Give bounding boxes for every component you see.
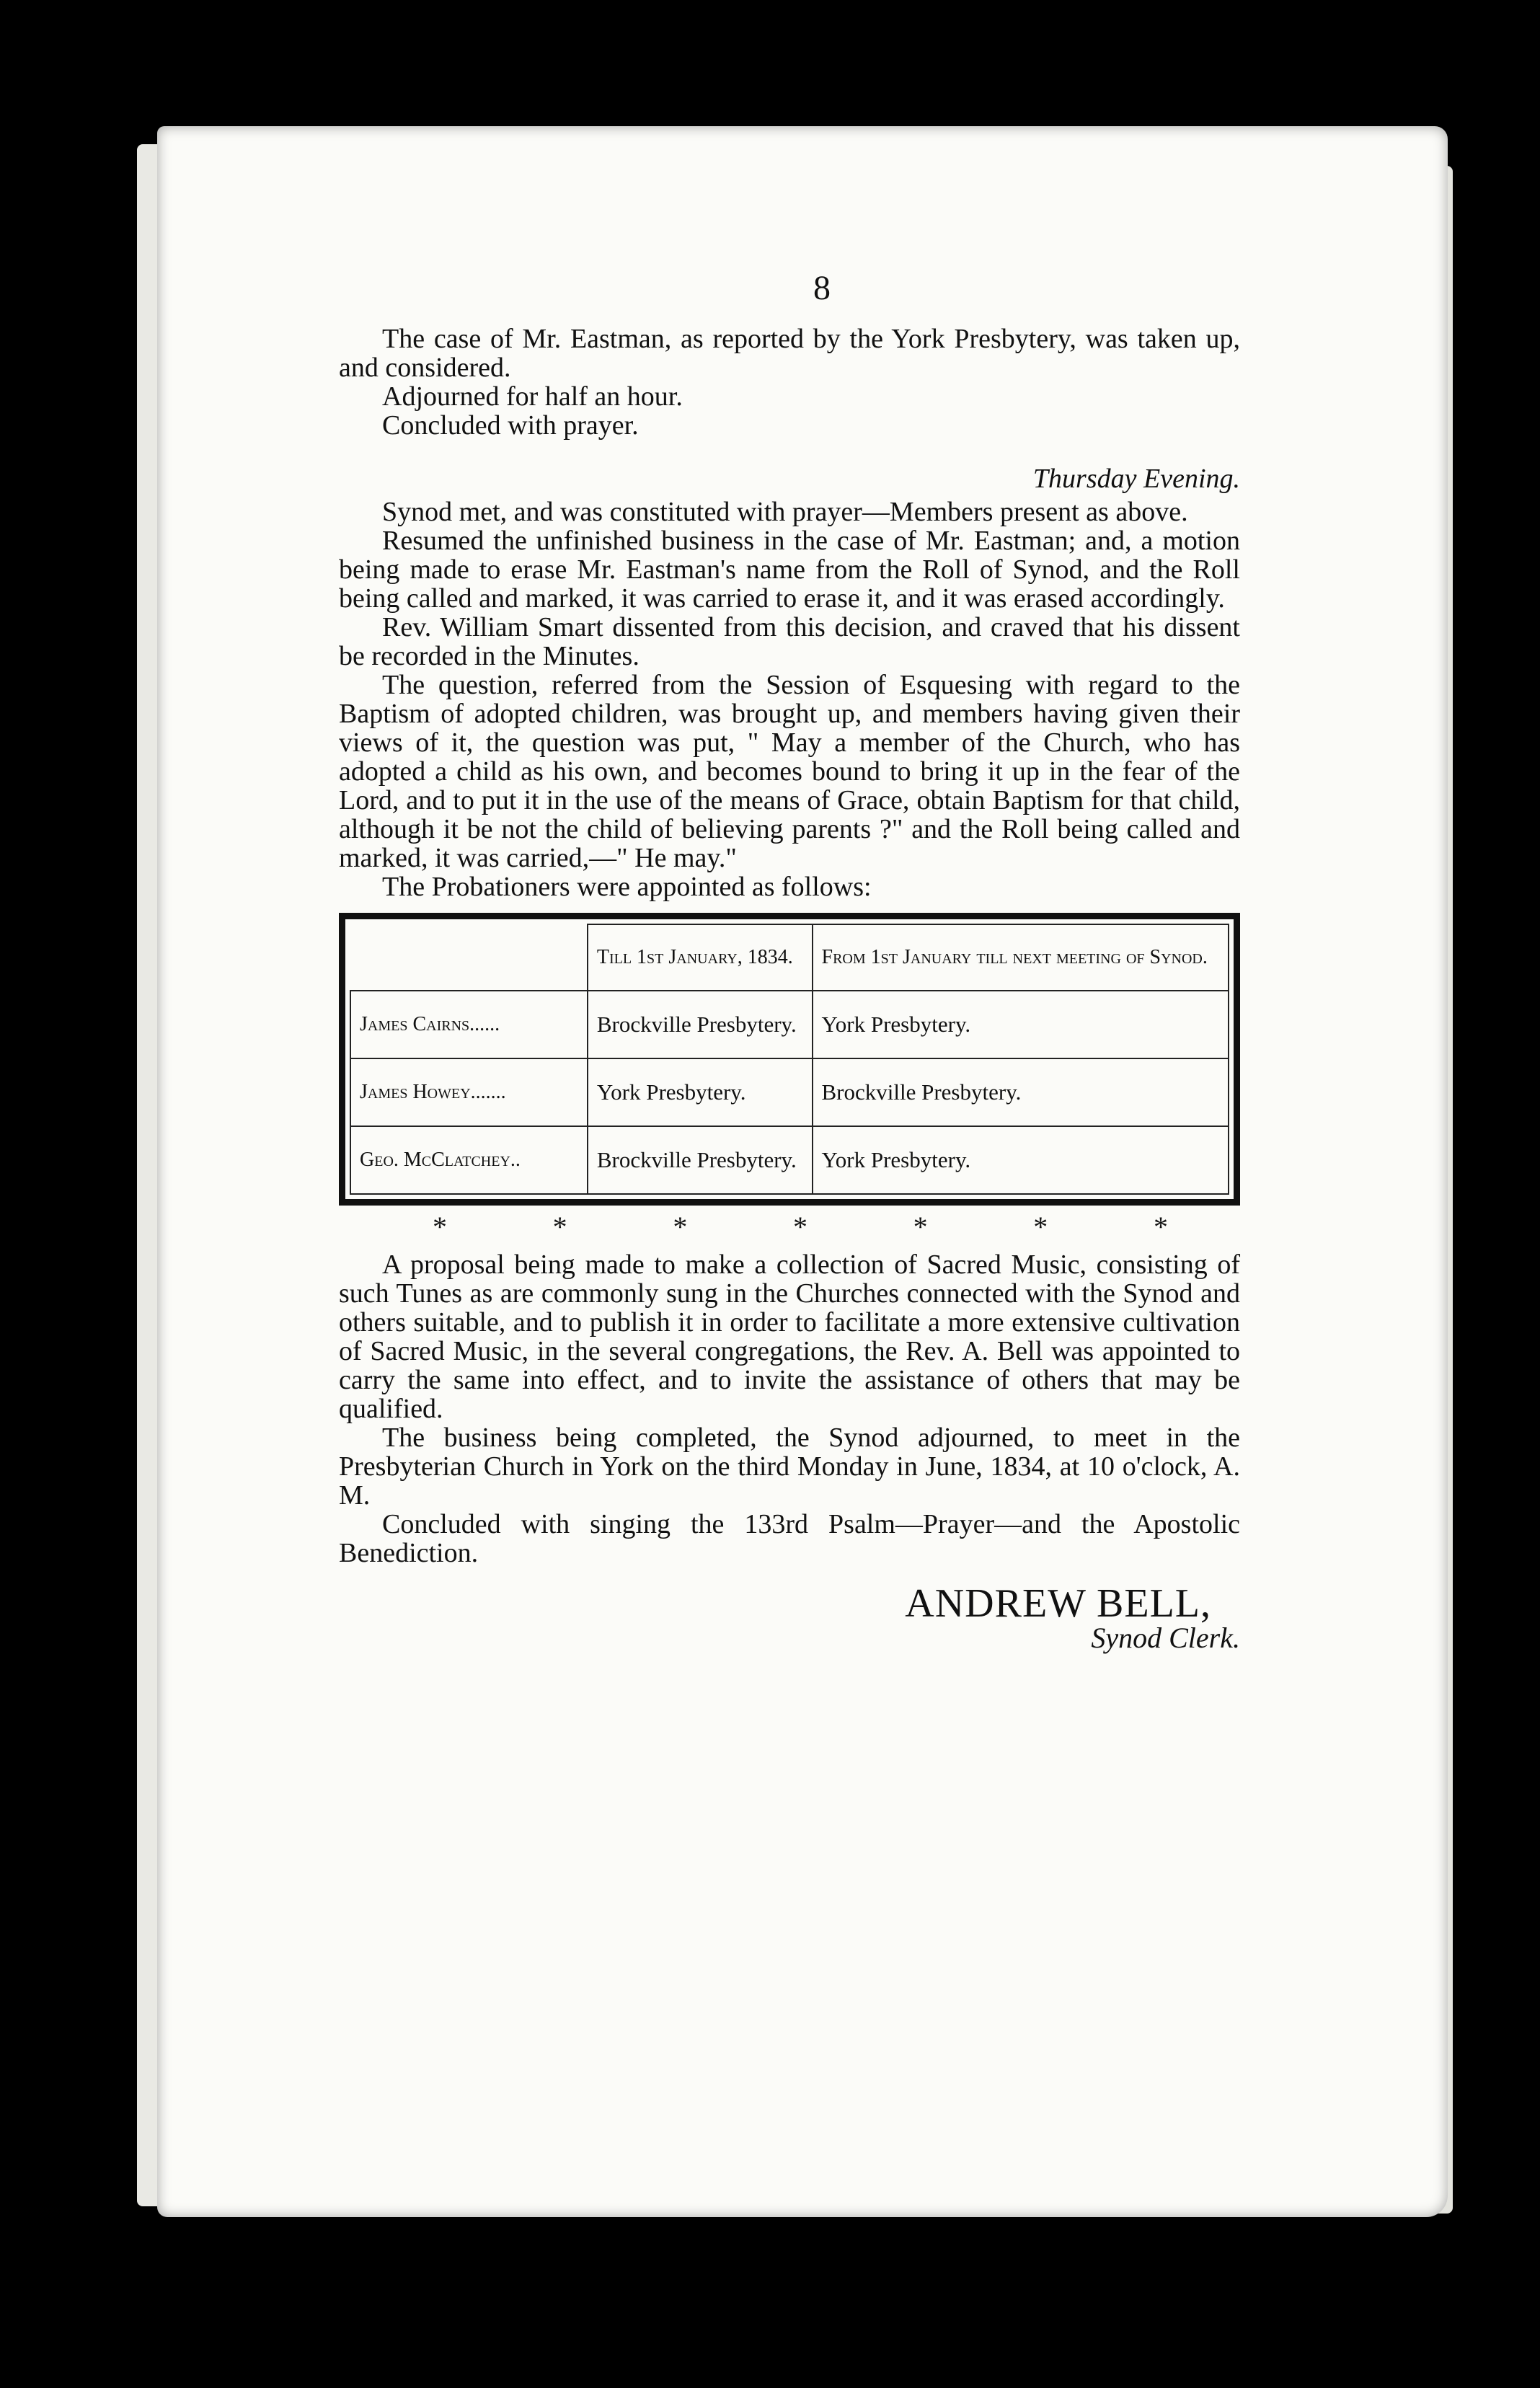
- paragraph: Resumed the unfinished business in the case of Mr. Eastman; and, a motion being made to erase Mr. Eastman's name from the Roll of Synod, and the Roll being called and marked, it was carried to erase it, and it was erased accordingly.: [339, 526, 1240, 614]
- paragraph: Adjourned for half an hour.: [382, 381, 683, 412]
- table-header-row: [350, 924, 1229, 991]
- paragraph: Rev. William Smart dissented from this decision, and craved that his dissent be recorded in the Minutes.: [339, 612, 1240, 671]
- section-divider-asterisks: [339, 1213, 1240, 1242]
- table-header-period-2: From 1st January till next meeting of Synod.: [813, 924, 1229, 991]
- paragraph: Synod met, and was constituted with prayer—Members present as above.: [382, 497, 1188, 527]
- asterisk: *: [433, 1211, 447, 1243]
- paragraph: The question, referred from the Session of Esquesing with regard to the Baptism of adopted children, was brought up, and members having given their views of it, the question was put, " May a member of the Church, who has adopted a child as his own, and becomes bound to bring it up in the fear of the Lord, and to put it in the use of the means of Grace, obtain Baptism for that child, although it be not the child of believing parents ?" and the Roll being called and marked, it was carried,—" He may.": [339, 670, 1240, 873]
- paragraph: The business being completed, the Synod adjourned, to meet in the Presbyterian Church in York on the third Monday in June, 1834, at 10 o'clock, A. M.: [339, 1423, 1240, 1511]
- asterisk: *: [552, 1211, 567, 1243]
- table-cell: Brockville Presbytery.: [588, 991, 813, 1058]
- table-row: [350, 991, 1229, 1058]
- table-cell: York Presbytery.: [588, 1058, 813, 1126]
- asterisk: *: [1153, 1211, 1168, 1243]
- paragraph: Concluded with prayer.: [382, 410, 639, 441]
- probationers-table-frame: [339, 913, 1240, 1206]
- asterisk: *: [673, 1211, 688, 1243]
- asterisk: *: [792, 1211, 807, 1243]
- page-content: [339, 269, 1240, 1654]
- session-heading: Thursday Evening.: [1032, 464, 1240, 494]
- paragraph: The Probationers were appointed as follows:: [382, 872, 872, 902]
- table-header-period-1: Till 1st January, 1834.: [588, 924, 813, 991]
- page-number: 8: [813, 269, 831, 307]
- probationer-name: Geo. McClatchey..: [350, 1126, 588, 1194]
- probationer-name: James Cairns......: [350, 991, 588, 1058]
- table-cell: York Presbytery.: [813, 991, 1229, 1058]
- asterisk: *: [1033, 1211, 1048, 1243]
- table-row: [350, 1126, 1229, 1194]
- paragraph: The case of Mr. Eastman, as reported by the York Presbytery, was taken up, and considered.: [339, 324, 1240, 383]
- paragraph: A proposal being made to make a collection of Sacred Music, consisting of such Tunes as are commonly sung in the Churches connected with the Synod and others suitable, and to publish it in order to facilitate a more extensive cultivation of Sacred Music, in the several congregations, the Rev. A. Bell was appointed to carry the same into effect, and to invite the assistance of others that may be qualified.: [339, 1250, 1240, 1424]
- probationer-name: James Howey.......: [350, 1058, 588, 1126]
- signature-name: ANDREW BELL,: [905, 1581, 1211, 1626]
- signature-title: Synod Clerk.: [1091, 1622, 1240, 1654]
- asterisk: *: [913, 1211, 928, 1243]
- probationers-table: [350, 924, 1229, 1195]
- paragraph: Concluded with singing the 133rd Psalm—Prayer—and the Apostolic Benediction.: [339, 1509, 1240, 1568]
- table-cell: Brockville Presbytery.: [813, 1058, 1229, 1126]
- table-cell: Brockville Presbytery.: [588, 1126, 813, 1194]
- table-cell: York Presbytery.: [813, 1126, 1229, 1194]
- table-header-blank: [350, 924, 588, 991]
- table-row: [350, 1058, 1229, 1126]
